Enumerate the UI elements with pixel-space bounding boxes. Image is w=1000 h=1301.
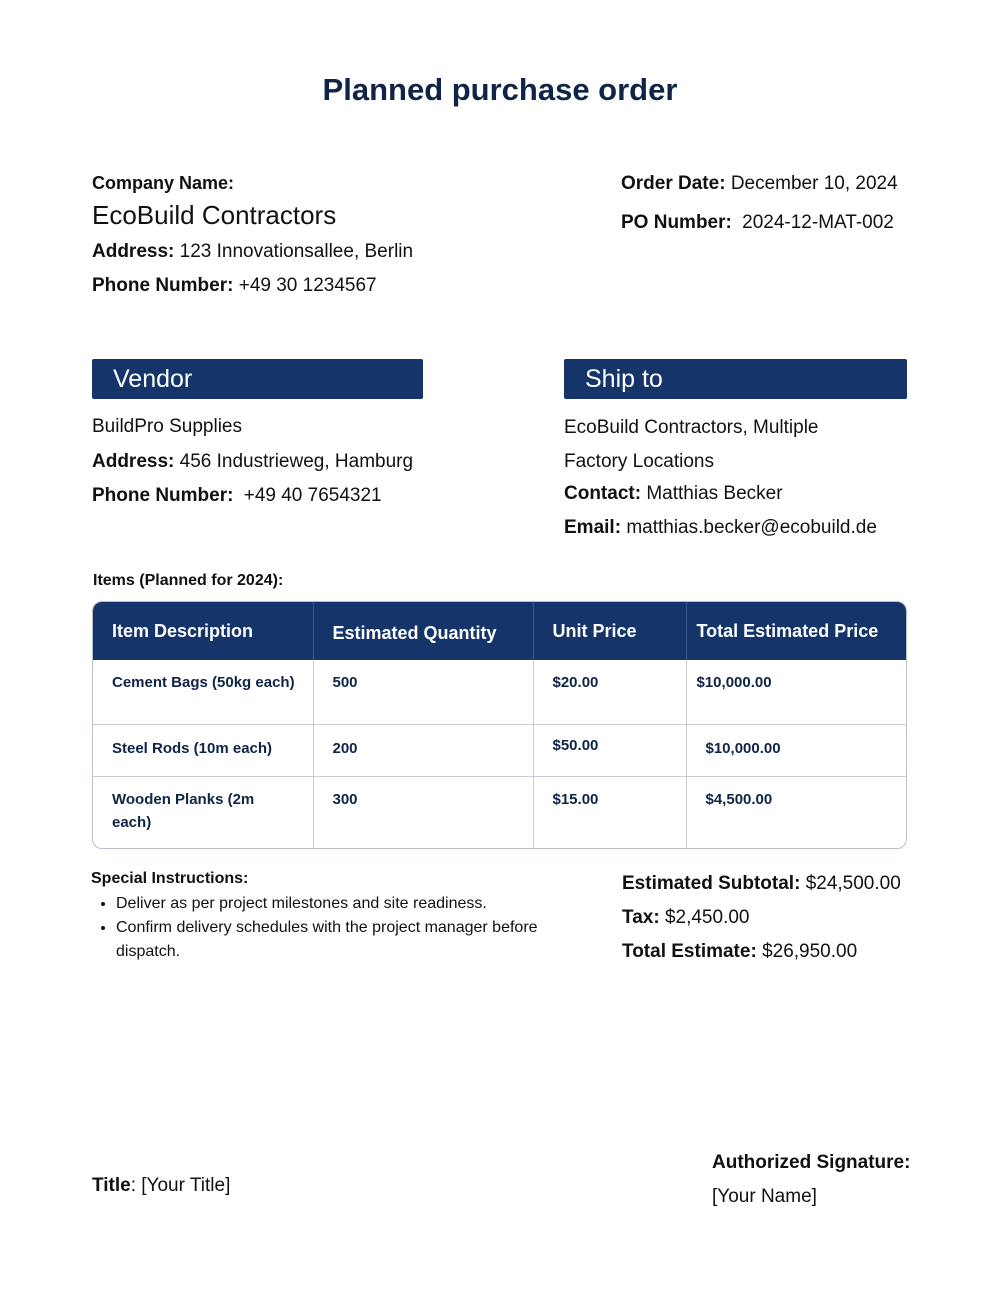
- column-header: Item Description: [93, 602, 313, 660]
- po-number-value: 2024-12-MAT-002: [742, 212, 894, 233]
- item-description-cell: Cement Bags (50kg each): [112, 674, 295, 691]
- signature-value: [Your Name]: [712, 1186, 817, 1207]
- vendor-phone-label: Phone Number:: [92, 485, 234, 506]
- company-address-value: 123 Innovationsallee, Berlin: [179, 241, 414, 262]
- company-phone: [92, 275, 377, 297]
- order-date-value: December 10, 2024: [730, 173, 898, 194]
- unit-price-cell: $50.00: [533, 724, 686, 776]
- po-number: [621, 212, 894, 234]
- ship-to-contact-value: Matthias Becker: [646, 483, 783, 504]
- total-price-cell: $10,000.00: [686, 660, 907, 724]
- order-date: [621, 173, 898, 195]
- vendor-name: BuildPro Supplies: [92, 416, 242, 437]
- ship-to-contact-label: Contact:: [564, 483, 642, 504]
- quantity-cell: 300: [313, 776, 533, 849]
- company-address-label: Address:: [92, 241, 175, 262]
- title-field: Title: [Your Title]: [92, 1175, 231, 1196]
- signature-label: Authorized Signature:: [712, 1152, 911, 1173]
- ship-to-email: [564, 517, 877, 539]
- list-item: • Confirm delivery schedules with the project manager before dispatch.: [116, 916, 566, 964]
- table-row: [93, 776, 907, 849]
- page-title: Planned purchase order: [322, 72, 678, 107]
- quantity-cell: 500: [313, 660, 533, 724]
- subtotal-value: $24,500.00: [805, 873, 901, 894]
- items-table: [92, 601, 907, 849]
- ship-to-header: Ship to: [564, 359, 907, 399]
- total-estimate: [622, 941, 857, 963]
- total-price-cell: $4,500.00: [686, 776, 907, 849]
- quantity-cell: 200: [313, 724, 533, 776]
- table-header-row: [93, 602, 907, 660]
- company-name-label: Company Name:: [92, 173, 235, 193]
- company-name: EcoBuild Contractors: [92, 200, 337, 230]
- company-address: [92, 241, 413, 263]
- item-description-cell: Steel Rods (10m each): [93, 724, 313, 776]
- po-number-label: PO Number:: [621, 212, 732, 233]
- list-item: • Deliver as per project milestones and site readiness.: [116, 892, 566, 916]
- ship-to-contact: [564, 483, 783, 505]
- company-phone-value: +49 30 1234567: [238, 275, 377, 296]
- vendor-phone: [92, 485, 382, 507]
- order-date-label: Order Date:: [621, 173, 726, 194]
- subtotal-label: Estimated Subtotal:: [622, 873, 801, 894]
- column-header: Total Estimated Price: [686, 602, 907, 660]
- total-price-cell: $10,000.00: [686, 724, 907, 776]
- title-field-label: Title: [92, 1175, 131, 1196]
- special-instructions-list: [92, 892, 566, 964]
- total-estimate-value: $26,950.00: [762, 941, 858, 962]
- company-phone-label: Phone Number:: [92, 275, 234, 296]
- column-header: Estimated Quantity: [313, 602, 533, 660]
- table-row: [93, 724, 907, 776]
- unit-price-cell: $20.00: [533, 660, 686, 724]
- ship-to-email-label: Email:: [564, 517, 622, 538]
- vendor-address-value: 456 Industrieweg, Hamburg: [179, 451, 414, 472]
- vendor-phone-value: +49 40 7654321: [243, 485, 382, 506]
- special-instructions-title: Special Instructions:: [91, 870, 249, 887]
- vendor-header: Vendor: [92, 359, 423, 399]
- vendor-address-label: Address:: [92, 451, 175, 472]
- ship-to-line1: EcoBuild Contractors, Multiple: [564, 417, 819, 438]
- table-row: [93, 660, 907, 724]
- title-field-value: [Your Title]: [141, 1175, 231, 1196]
- subtotal: [622, 873, 901, 895]
- item-description-cell: Wooden Planks (2m each): [93, 776, 313, 849]
- unit-price-cell: $15.00: [533, 776, 686, 849]
- ship-to-email-value[interactable]: matthias.becker@ecobuild.de: [626, 517, 877, 538]
- items-label: Items (Planned for 2024):: [93, 572, 284, 589]
- total-estimate-label: Total Estimate:: [622, 941, 757, 962]
- tax-label: Tax:: [622, 907, 660, 928]
- tax-value: $2,450.00: [664, 907, 750, 928]
- vendor-address: [92, 451, 413, 473]
- column-header: Unit Price: [533, 602, 686, 660]
- ship-to-line2: Factory Locations: [564, 451, 714, 472]
- tax: [622, 907, 749, 929]
